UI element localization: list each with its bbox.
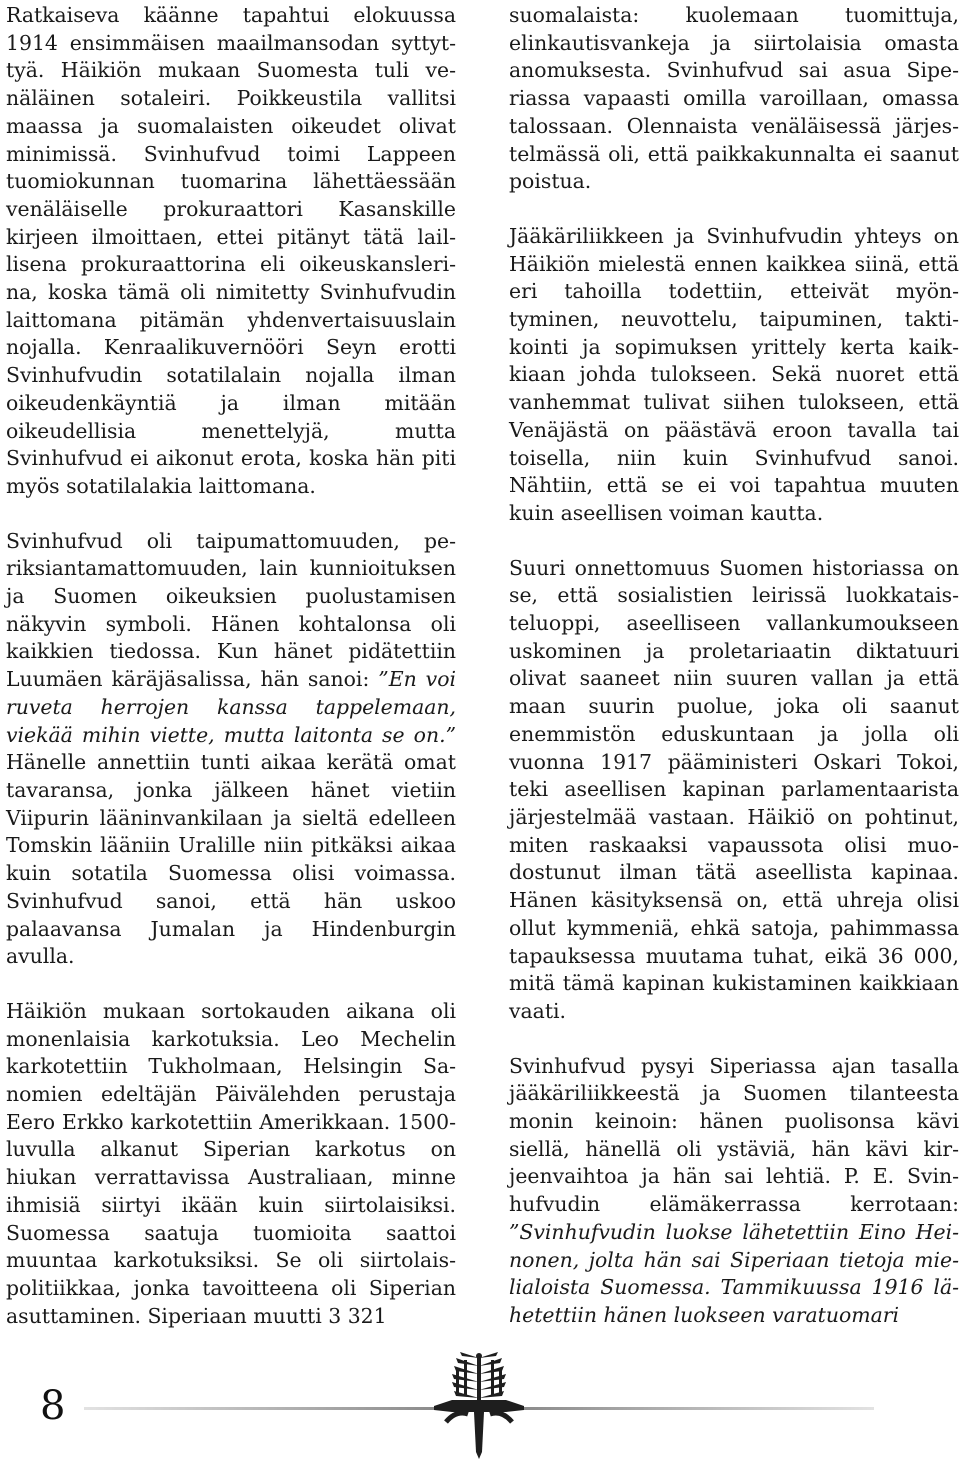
- paragraph-text: Svinhufvud pysyi Siperiassa ajan tasalla jääkäriliikkeestä ja Suomen tilanteesta monin keinoin: hänen puolisonsa kävi siellä, hänellä oli ystäviä, hän kävi kirjeenvaihtoa ja hän sai lehtiä. P. E. Svinhufvudin elämäkerrassa kerrotaan:: [509, 1053, 959, 1217]
- emblem-shape: [434, 1352, 524, 1459]
- left-column: [6, 2, 456, 1330]
- paragraph: Häikiön mukaan sortokauden aikana oli monenlaisia karkotuksia. Leo Mechelin karkotettiin Tukholmaan, Helsingin Sanomien edeltäjän Päivälehden perustaja Eero Erkko karkotettiin Amerikkaan. 1500-luvulla alkanut Siperian karkotus on hiukan verrattavissa Australiaan, minne ihmisiä siirtyi ikään kuin siirtolaisiksi. Suomessa saatuja tuomioita saattoi muuntaa karkotuksiksi. Se oli siirtolaispolitiikkaa, jonka tavoitteena oli Siperian asuttaminen. Siperiaan muutti 3 321: [6, 998, 456, 1328]
- paragraph-text: Svinhufvud oli taipumattomuuden, periksiantamattomuuden, lain kunnioituksen ja Suomen oikeuksien puolustamisen näkyvin symboli. Hänen kohtalonsa oli kaikkien tiedossa. Kun hänet pidätettiin Luumäen käräjäsalissa, hän sanoi:: [6, 528, 456, 692]
- quote-text: ”Svinhufvudin luokse lähetettiin Eino Heinonen, jolta hän sai Siperiaan tietoja mielialoista Suomessa. Tammikuussa 1916 lähetettiin hänen luokseen varatuomari: [509, 1219, 959, 1327]
- page-footer: [0, 1340, 960, 1463]
- paragraph: [509, 1053, 959, 1330]
- page-number: 8: [40, 1383, 66, 1429]
- right-column: [509, 2, 959, 1330]
- paragraph: suomalaista: kuolemaan tuomittuja, elinkautisvankeja ja siirtolaisia omasta anomuksesta. Svinhufvud sai asua Siperiassa vapaasti omilla varoillaan, omassa talossaan. Olennaista venäläisessä järjestelmässä oli, että paikkakunnalta ei saanut poistua.: [509, 3, 959, 194]
- footer-rule-right: [524, 1407, 874, 1410]
- paragraph: Ratkaiseva käänne tapahtui elokuussa 1914 ensimmäisen maailmansodan syttyttyä. Häikiön mukaan Suomesta tuli venäläinen sotaleiri. Poikkeustila vallitsi maassa ja suomalaisten oikeudet olivat minimissä. Svinhufvud toimi Lappeen tuomiokunnan tuomarina lähettäessään venäläiselle prokuraattori Kasanskille kirjeen ilmoittaen, ettei pitänyt tätä laillisena prokuraattorina eli oikeuskanslerina, koska tämä oli nimitetty Svinhufvudin laittomana pitämän yhdenvertaisuuslain nojalla. Kenraalikuvernööri Seyn erotti Svinhufvudin sotatilalain nojalla ilman oikeudenkäyntiä ja ilman mitään oikeudellisia menettelyjä, mutta Svinhufvud ei aikonut erota, koska hän piti myös sotatilalakia laittomana.: [6, 3, 456, 498]
- jaeger-emblem-icon: [84, 1348, 874, 1460]
- footer-rule-left: [84, 1407, 434, 1410]
- paragraph: Jääkäriliikkeen ja Svinhufvudin yhteys on Häikiön mielestä ennen kaikkea siinä, että eri tahoilla todettiin, etteivät myöntyminen, neuvottelu, taipuminen, taktikointi ja sopimuksen yrittely kerta kaikkiaan johda tulokseen. Sekä nuoret että vanhemmat tulivat siihen tulokseen, että Venäjästä on päästävä eroon tavalla tai toisella, niin kuin Svinhufvud sanoi. Nähtiin, että se ei voi tapahtua muuten kuin aseellisen voiman kautta.: [509, 223, 959, 525]
- paragraph-text: Hänelle annettiin tunti aikaa kerätä omat tavaransa, jonka jälkeen hänet vietiin Viipurin lääninvankilaan ja sieltä edelleen Tomskin lääniin Uralille niin pitkäksi aikaa kuin sotatila Suomessa olisi voimassa. Svinhufvud sanoi, että hän uskoo palaavansa Jumalan ja Hindenburgin avulla.: [6, 750, 456, 969]
- paragraph: Suuri onnettomuus Suomen historiassa on se, että sosialistien leirissä luokkataisteluoppi, aseelliseen vallankumoukseen uskominen ja proletariaatin diktatuuri olivat saaneet niin suuren vallan ja että maan suurin puolue, joka oli saanut enemmistön eduskuntaan ja jolla oli vuonna 1917 pääministeri Oskari Tokoi, teki aseellisen kapinan parlamentaarista järjestelmää vastaan. Häikiö on pohtinut, miten raskaaksi vapaussota olisi muodostunut ilman tätä aseellista kapinaa. Hänen käsityksensä on, että uhreja olisi ollut kymmeniä, ehkä satoja, pahimmassa tapauksessa muutama tuhat, eikä 36 000, mitä tämä kapinan kukistaminen kaikkiaan vaati.: [509, 555, 959, 1023]
- paragraph: [6, 528, 456, 971]
- quote-text: ”En voi ruveta herrojen kanssa tappelemaan, viekää mihin viette, mutta laitonta se on.”: [6, 667, 456, 747]
